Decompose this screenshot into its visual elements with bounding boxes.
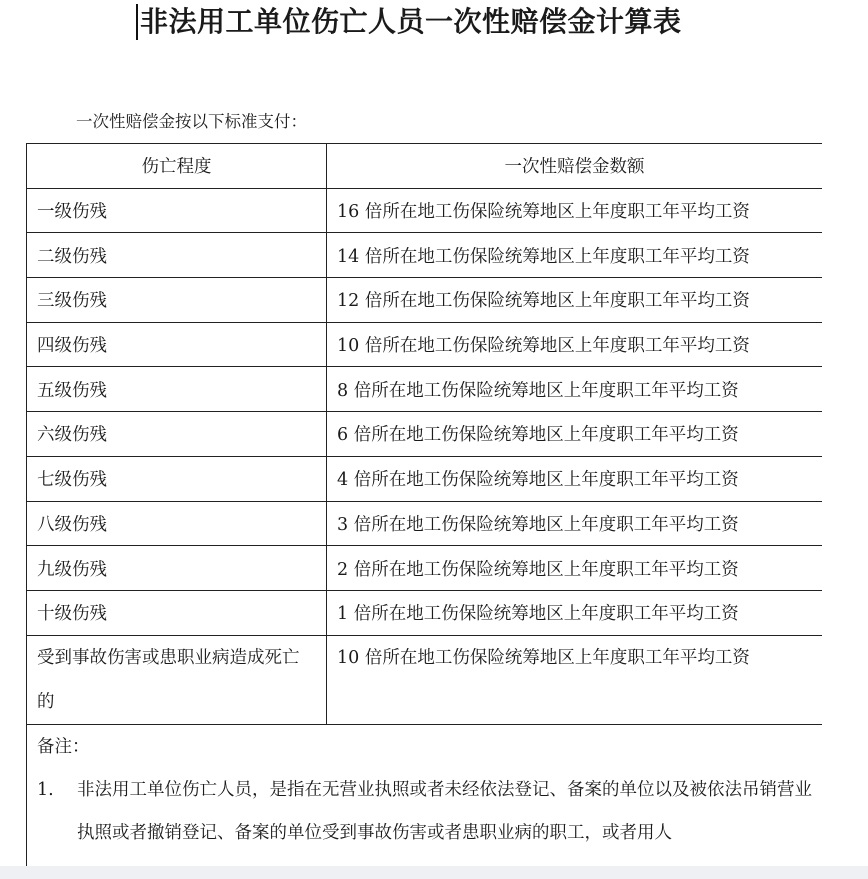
cell-amount: 2 倍所在地工伤保险统筹地区上年度职工年平均工资 <box>327 546 823 591</box>
cell-amount: 14 倍所在地工伤保险统筹地区上年度职工年平均工资 <box>327 233 823 278</box>
table-row <box>27 278 823 323</box>
cell-amount: 10 倍所在地工伤保险统筹地区上年度职工年平均工资 <box>327 322 823 367</box>
table-row <box>27 456 823 501</box>
compensation-table <box>26 143 822 879</box>
table-header-row <box>27 144 823 189</box>
cell-amount: 3 倍所在地工伤保险统筹地区上年度职工年平均工资 <box>327 501 823 546</box>
cell-level: 八级伤残 <box>27 501 327 546</box>
table-row <box>27 412 823 457</box>
cell-level: 七级伤残 <box>27 456 327 501</box>
compensation-table-container <box>26 143 822 879</box>
cell-level: 受到事故伤害或患职业病造成死亡的 <box>27 635 327 724</box>
cell-amount: 12 倍所在地工伤保险统筹地区上年度职工年平均工资 <box>327 278 823 323</box>
cell-level: 二级伤残 <box>27 233 327 278</box>
intro-text: 一次性赔偿金按以下标准支付： <box>76 112 307 131</box>
table-row <box>27 188 823 233</box>
document-title: 非法用工单位伤亡人员一次性赔偿金计算表 <box>140 5 682 38</box>
notes-label: 备注： <box>37 736 90 757</box>
cell-amount: 1 倍所在地工伤保险统筹地区上年度职工年平均工资 <box>327 590 823 635</box>
table-row <box>27 501 823 546</box>
cell-level: 四级伤残 <box>27 322 327 367</box>
notes-row <box>27 724 823 879</box>
header-cell-level: 伤亡程度 <box>27 144 327 189</box>
cell-amount: 16 倍所在地工伤保险统筹地区上年度职工年平均工资 <box>327 188 823 233</box>
text-cursor <box>136 4 138 40</box>
cell-level: 五级伤残 <box>27 367 327 412</box>
note-text: 非法用工单位伤亡人员，是指在无营业执照或者未经依法登记、备案的单位以及被依法吊销营业执照或者撤销登记、备案的单位受到事故伤害或者患职业病的职工，或者用人 <box>77 779 812 843</box>
table-row <box>27 546 823 591</box>
table-row <box>27 590 823 635</box>
cell-level: 九级伤残 <box>27 546 327 591</box>
cell-level: 一级伤残 <box>27 188 327 233</box>
table-row-death <box>27 635 823 724</box>
cell-level: 三级伤残 <box>27 278 327 323</box>
cell-amount: 8 倍所在地工伤保险统筹地区上年度职工年平均工资 <box>327 367 823 412</box>
note-number: 1. <box>37 779 54 800</box>
note-item <box>37 769 812 855</box>
cell-amount: 4 倍所在地工伤保险统筹地区上年度职工年平均工资 <box>327 456 823 501</box>
header-cell-amount: 一次性赔偿金数额 <box>327 144 823 189</box>
bottom-scroll-area <box>0 866 868 879</box>
cell-amount: 6 倍所在地工伤保险统筹地区上年度职工年平均工资 <box>327 412 823 457</box>
table-row <box>27 233 823 278</box>
cell-level: 六级伤残 <box>27 412 327 457</box>
table-row <box>27 367 823 412</box>
table-row <box>27 322 823 367</box>
notes-cell <box>27 724 823 879</box>
cell-amount: 10 倍所在地工伤保险统筹地区上年度职工年平均工资 <box>327 635 823 724</box>
cell-level: 十级伤残 <box>27 590 327 635</box>
